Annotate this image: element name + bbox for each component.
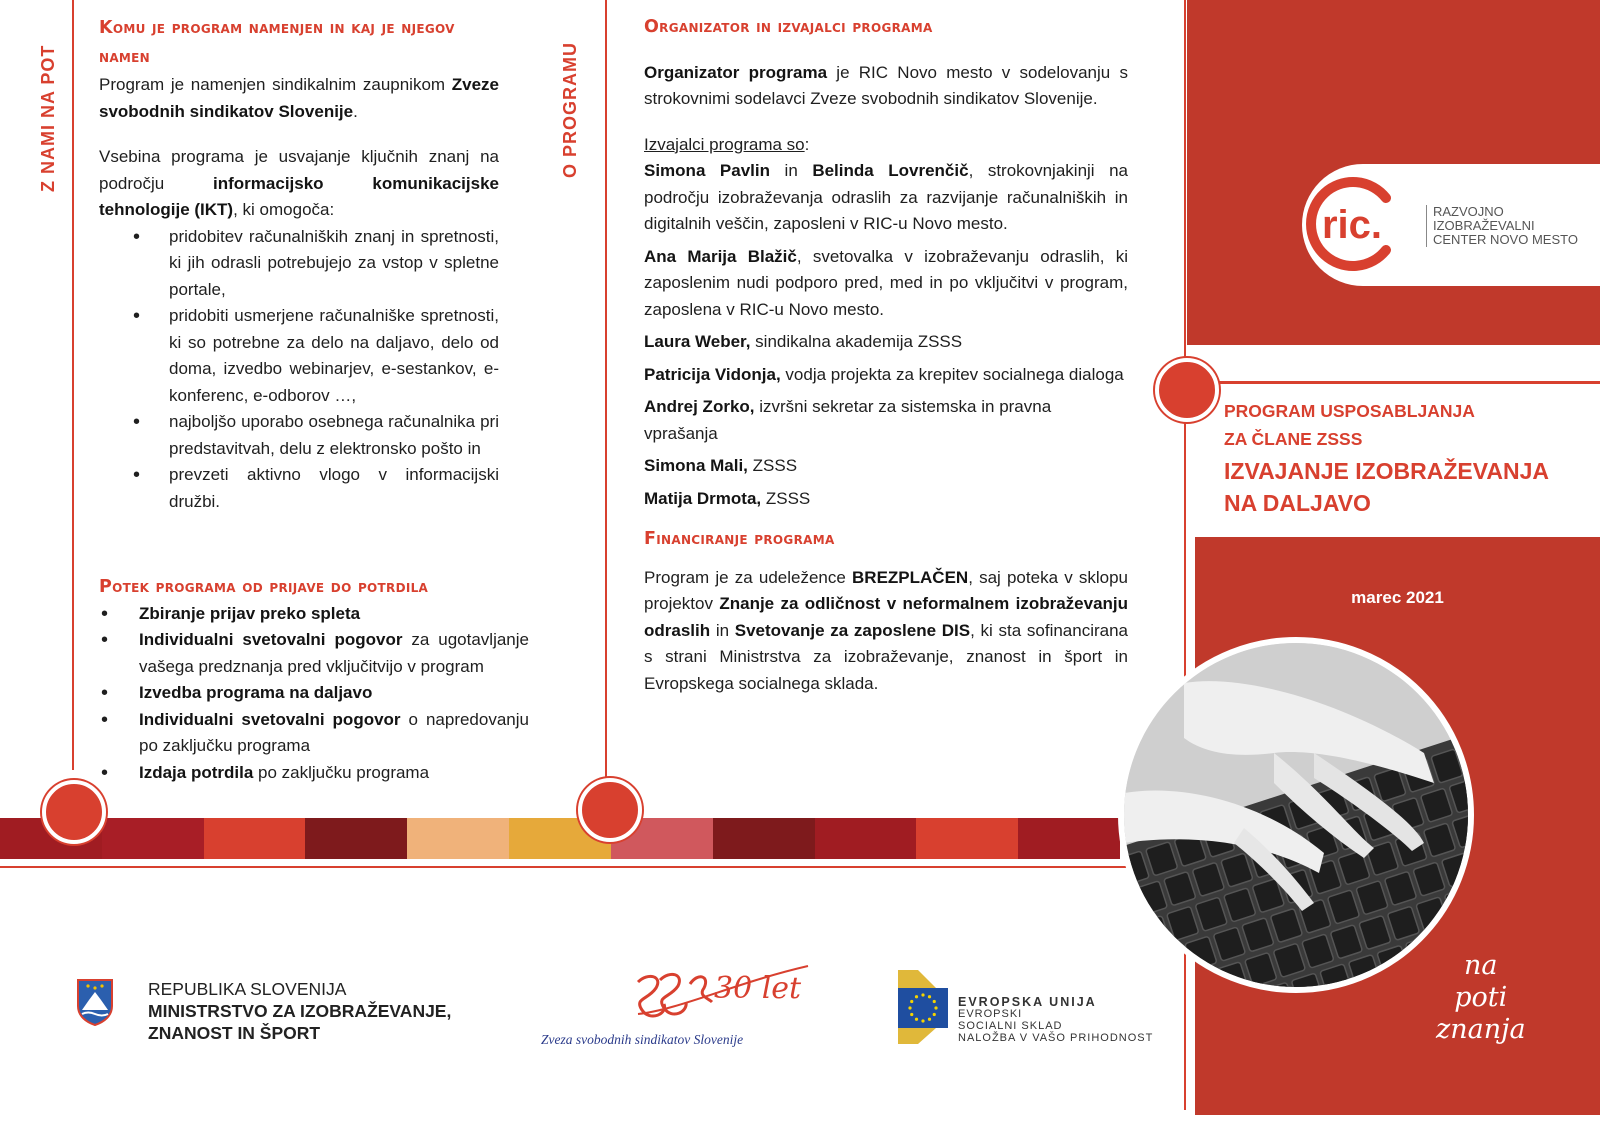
eu-star bbox=[910, 1013, 913, 1016]
list-item: Andrej Zorko, izvršni sekretar za sistemska in pravna vprašanja bbox=[644, 397, 1052, 443]
band-segment bbox=[815, 818, 917, 859]
ministry-name: REPUBLIKA SLOVENIJA MINISTRSTVO ZA IZOBRAŽEVANJE, ZNANOST IN ŠPORT bbox=[148, 979, 452, 1043]
column-divider-mid bbox=[605, 0, 607, 780]
band-segment bbox=[1018, 818, 1120, 859]
list-item: • pridobiti usmerjene računalniške spretnosti, ki so potrebne za delo na daljavo, delo od doma, izvedbo webinarjev, e-sestankov, e-konferenc, e-odborov …, bbox=[99, 303, 499, 409]
keyboard-key bbox=[1159, 980, 1191, 987]
bottom-rule bbox=[0, 866, 1178, 868]
eu-star bbox=[915, 995, 918, 998]
list-item: Laura Weber, sindikalna akademija ZSSS bbox=[644, 332, 963, 351]
band-segment bbox=[204, 818, 306, 859]
zsss-mark: 30 let bbox=[714, 971, 802, 1006]
list-item: Patricija Vidonja, vodja projekta za krepitev socialnega dialoga bbox=[644, 364, 1124, 384]
heading-target-audience: Komu je program namenjen in kaj je njegov namen bbox=[99, 18, 455, 67]
cover-date: marec 2021 bbox=[1351, 588, 1444, 607]
eu-star bbox=[933, 1013, 936, 1016]
band-segment bbox=[916, 818, 1018, 859]
tagline: na poti znanja bbox=[1436, 950, 1526, 1045]
paragraph-content: Vsebina programa je usvajanje ključnih znanj na področju informacijsko komunikacijske tehnologije (IKT), ki omogoča: bbox=[99, 147, 499, 219]
list-item: Simona Pavlin in Belinda Lovrenčič, strokovnjakinji na področju izobraževanja odraslih za razvijanje računalniških in digitalnih veščin, zaposleni v RIC-u Novo mesto. bbox=[644, 161, 1129, 233]
middle-column bbox=[644, 14, 1128, 697]
typing-hands-photo bbox=[1118, 637, 1474, 993]
color-band bbox=[0, 818, 1120, 859]
ric-name: RAZVOJNO IZOBRAŽEVALNI CENTER NOVO MESTO bbox=[1426, 205, 1578, 247]
list-item: • prevzeti aktivno vlogo v informacijski družbi. bbox=[99, 462, 499, 515]
slovenia-crest-icon bbox=[76, 978, 114, 1026]
program-main-title: IZVAJANJE IZOBRAŽEVANJA NA DALJAVO bbox=[1224, 458, 1550, 516]
paragraph-organizer: Organizator programa je RIC Novo mesto v sodelovanju s strokovnimi sodelavci Zveze svobodnih sindikatov Slovenije. bbox=[644, 62, 1128, 108]
steps-list bbox=[99, 601, 529, 787]
left-column-steps bbox=[99, 574, 529, 786]
paragraph-financing: Program je za udeležence BREZPLAČEN, saj poteka v sklopu projektov Znanje za odličnost v neformalnem izobraževanju odraslih in Svetovanje za zaposlene DIS, ki sta sofinancirana s strani Ministrstva za izobraževanje, znanost in šport in Evropskega socialnega sklada. bbox=[644, 567, 1129, 693]
list-item: • Individualni svetovalni pogovor o napredovanju po zaključku programa bbox=[99, 707, 529, 760]
list-item: • Zbiranje prijav preko spleta bbox=[99, 601, 529, 628]
program-title bbox=[1224, 397, 1594, 519]
cover-strip bbox=[1187, 381, 1600, 384]
eu-star bbox=[921, 1019, 924, 1022]
zsss-caption: Zveza svobodnih sindikatov Slovenije bbox=[541, 1032, 744, 1047]
ric-logo bbox=[1302, 174, 1402, 274]
performers-list bbox=[644, 158, 1128, 512]
list-item: • Izdaja potrdila po zaključku programa bbox=[99, 760, 529, 787]
band-segment bbox=[407, 818, 509, 859]
list-item: Matija Drmota, ZSSS bbox=[644, 488, 811, 508]
side-label-mid: O PROGRAMU bbox=[560, 42, 580, 178]
eu-flag-icon bbox=[896, 968, 950, 1046]
goals-list bbox=[99, 224, 499, 516]
list-item: Simona Mali, ZSSS bbox=[644, 456, 798, 475]
eu-fund-text: EVROPSKA UNIJA EVROPSKI SOCIALNI SKLAD NALOŽBA V VAŠO PRIHODNOST bbox=[958, 995, 1154, 1044]
eu-star bbox=[934, 1006, 937, 1009]
heading-financing: Financiranje programa bbox=[644, 529, 835, 549]
list-item: Ana Marija Blažič, svetovalka v izobraževanju odraslih, ki zaposlenim nudi podporo pred, med in po vključitvi v program, zaposlena v RIC-u Novo mesto. bbox=[644, 246, 1129, 319]
eu-star bbox=[915, 1018, 918, 1021]
decor-dot-left bbox=[42, 780, 106, 844]
paragraph-audience: Program je namenjen sindikalnim zaupnikom Zveze svobodnih sindikatov Slovenije. bbox=[99, 75, 499, 121]
left-column bbox=[99, 14, 499, 515]
eu-star bbox=[933, 1000, 936, 1003]
eu-star bbox=[928, 1018, 931, 1021]
decor-dot-cover bbox=[1155, 358, 1219, 422]
keyboard-key bbox=[1128, 955, 1160, 987]
side-label-left: Z NAMI NA POT bbox=[38, 44, 58, 192]
eu-star bbox=[910, 1000, 913, 1003]
list-item: • pridobitev računalniških znanj in spretnosti, ki jih odrasli potrebujejo za vstop v spletne portale, bbox=[99, 224, 499, 304]
ric-mark: ric. bbox=[1321, 203, 1383, 247]
heading-organizer: Organizator in izvajalci programa bbox=[644, 17, 933, 37]
list-item: • Izvedba programa na daljavo bbox=[99, 680, 529, 707]
band-segment bbox=[713, 818, 815, 859]
band-segment bbox=[102, 818, 204, 859]
program-subtitle: PROGRAM USPOSABLJANJA ZA ČLANE ZSSS bbox=[1224, 401, 1475, 449]
heading-program-flow: Potek programa od prijave do potrdila bbox=[99, 577, 429, 597]
performers-label: Izvajalci programa so: bbox=[644, 134, 810, 154]
eu-star bbox=[921, 993, 924, 996]
band-segment bbox=[305, 818, 407, 859]
eu-star bbox=[908, 1006, 911, 1009]
keyboard-illustration bbox=[1124, 643, 1468, 987]
decor-dot-mid bbox=[578, 778, 642, 842]
keyboard-key bbox=[1124, 925, 1142, 959]
list-item: • najboljšo uporabo osebnega računalnika pri predstavitvah, delu z elektronsko pošto in bbox=[99, 409, 499, 462]
eu-star bbox=[928, 995, 931, 998]
column-divider-left bbox=[72, 0, 74, 770]
keyboard-key bbox=[1124, 890, 1139, 924]
list-item: • Individualni svetovalni pogovor za ugotavljanje vašega predznanja pred vključitvijo v program bbox=[99, 627, 529, 680]
